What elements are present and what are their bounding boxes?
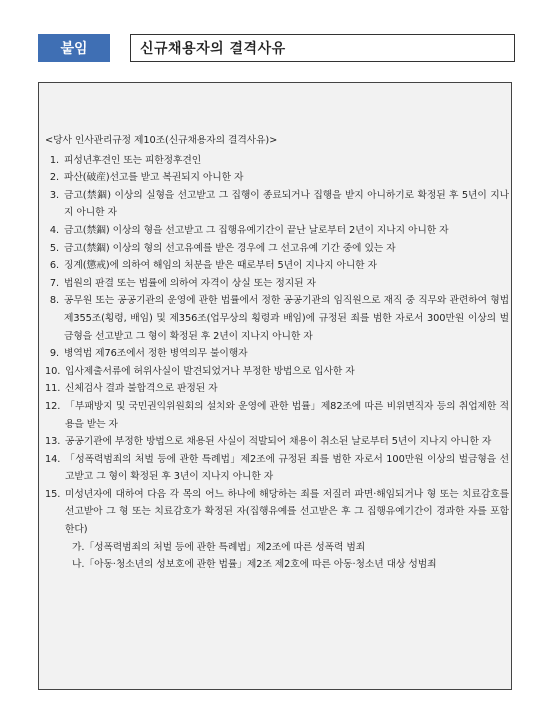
list-item <box>45 187 509 222</box>
item-text: 파산(破産)선고를 받고 복권되지 아니한 자 <box>64 172 244 184</box>
item-number: 3. <box>49 189 59 201</box>
list-item <box>45 451 509 486</box>
item-text: 금고(禁錮) 이상의 형을 선고받고 그 집행유예기간이 끝난 날로부터 2년이 지나지 아니한 자 <box>64 224 449 236</box>
item-number: 5. <box>49 242 59 254</box>
item-text: 신체검사 결과 불합격으로 판정된 자 <box>65 383 218 395</box>
item-number: 2. <box>49 172 59 184</box>
item-text: 공무원 또는 공공기관의 운영에 관한 법률에서 정한 공공기관의 임직원으로 재직 중 직무와 관련하여 형법 제355조(횡령, 배임) 및 제356조(업무상의 횡령과 배임)에 규정된 죄를 범한 자로서 300만원 이상의 벌금형을 선고받고 그 형이 확정된 후 2년이 지나지 아니한 자 <box>64 295 509 342</box>
item-text: 병역법 제76조에서 정한 병역의무 불이행자 <box>64 348 248 360</box>
attachment-tag: 붙임 <box>38 34 110 62</box>
item-text: 금고(禁錮) 이상의 실형을 선고받고 그 집행이 종료되거나 집행을 받지 아니하기로 확정된 후 5년이 지나지 아니한 자 <box>64 189 509 219</box>
item-text: 피성년후견인 또는 피한정후견인 <box>64 154 202 166</box>
list-item <box>45 433 509 451</box>
regulation-text <box>45 132 509 574</box>
sub-item: 가.「성폭력범죄의 처벌 등에 관한 특례법」제2조에 따른 성폭력 범죄 <box>72 541 366 553</box>
item-number: 1. <box>49 154 59 166</box>
list-item <box>45 292 509 345</box>
list-item <box>45 222 509 240</box>
list-item <box>45 152 509 170</box>
item-number: 12. <box>45 400 61 412</box>
list-item <box>45 486 509 539</box>
item-number: 11. <box>45 383 61 395</box>
item-text: 징계(懲戒)에 의하여 해임의 처분을 받은 때로부터 5년이 지나지 아니한 자 <box>64 260 377 272</box>
item-text: 「성폭력범죄의 처벌 등에 관한 특례법」제2조에 규정된 죄를 범한 자로서 100만원 이상의 벌금형을 선고받고 그 형이 확정된 후 3년이 지나지 아니한 자 <box>65 453 509 483</box>
content-panel <box>38 82 512 690</box>
item-text: 법원의 판결 또는 법률에 의하여 자격이 상실 또는 정지된 자 <box>64 277 316 289</box>
list-item <box>45 257 509 275</box>
item-number: 13. <box>45 436 61 448</box>
item-number: 6. <box>49 260 59 272</box>
regulation-heading: <당사 인사관리규정 제10조(신규채용자의 결격사유)> <box>45 135 278 146</box>
document-title: 신규채용자의 결격사유 <box>130 34 515 62</box>
item-number: 4. <box>49 224 59 236</box>
list-item <box>45 398 509 433</box>
item-number: 8. <box>49 295 59 307</box>
list-item <box>45 275 509 293</box>
list-item <box>45 380 509 398</box>
item-number: 9. <box>49 348 59 360</box>
item-text: 입사제출서류에 허위사실이 발견되었거나 부정한 방법으로 입사한 자 <box>65 365 355 377</box>
item-text: 「부패방지 및 국민권익위원회의 설치와 운영에 관한 법률」제82조에 따른 비위면직자 등의 취업제한 적용을 받는 자 <box>65 400 509 430</box>
item-number: 15. <box>45 488 61 500</box>
item-text: 미성년자에 대하여 다음 각 목의 어느 하나에 해당하는 죄를 저질러 파면·해임되거나 형 또는 치료감호를 선고받아 그 형 또는 치료감호가 확정된 자(집행유예를 선고받은 후 그 집행유예기간이 경과한 자를 포함한다) <box>65 488 509 536</box>
item-number: 7. <box>49 277 59 289</box>
sub-item: 나.「아동·청소년의 성보호에 관한 법률」제2조 제2호에 따른 아동·청소년 대상 성범죄 <box>72 559 437 571</box>
item-text: 금고(禁錮) 이상의 형의 선고유예를 받은 경우에 그 선고유예 기간 중에 있는 자 <box>64 242 396 254</box>
item-number: 10. <box>45 365 61 377</box>
item-text: 공공기관에 부정한 방법으로 채용된 사실이 적발되어 채용이 취소된 날로부터 5년이 지나지 아니한 자 <box>65 436 492 448</box>
list-item <box>45 345 509 363</box>
item-number: 14. <box>45 453 61 465</box>
list-item <box>45 363 509 381</box>
list-item <box>45 240 509 258</box>
list-item <box>45 169 509 187</box>
